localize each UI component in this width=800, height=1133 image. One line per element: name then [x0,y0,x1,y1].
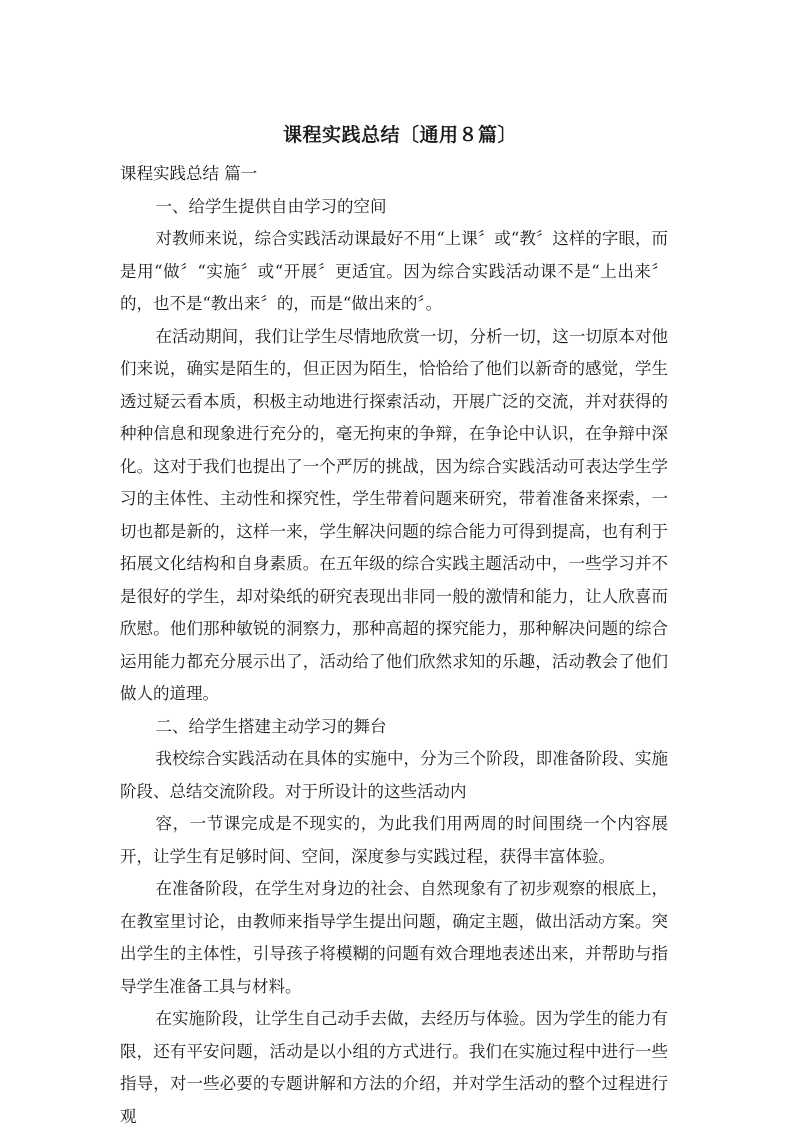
document-body [120,158,668,1133]
paragraph: 在活动期间，我们让学生尽情地欣赏一切，分析一切，这一切原本对他们来说，确实是陌生的，但正因为陌生，恰恰给了他们以新奇的感觉，学生透过疑云看本质，积极主动地进行探索活动，开展广泛的交流，并对获得的种种信息和现象进行充分的，毫无拘束的争辩，在争论中认识，在争辩中深化。这对于我们也提出了一个严厉的挑战，因为综合实践活动可表达学生学习的主体性、主动性和探究性，学生带着问题来研究，带着准备来探索，一切也都是新的，这样一来，学生解决问题的综合能力可得到提高，也有利于拓展文化结构和自身素质。在五年级的综合实践主题活动中，一些学习并不是很好的学生，却对染纸的研究表现出非同一般的激情和能力，让人欣喜而欣慰。他们那种敏锐的洞察力，那种高超的探究能力，那种解决问题的综合运用能力都充分展示出了，活动给了他们欣然求知的乐趣，活动教会了他们做人的道理。 [120,326,668,703]
paragraph: 在实施阶段，让学生自己动手去做，去经历与体验。因为学生的能力有限，还有平安问题，活动是以小组的方式进行。我们在实施过程中进行一些指导，对一些必要的专题讲解和方法的介绍，并对学生活动的整个过程进行观 [120,1009,668,1126]
section-heading-part-one: 课程实践总结 篇一 [120,164,258,183]
subheading-free-learning-space: 一、给学生提供自由学习的空间 [155,196,387,216]
paragraph: 在准备阶段，在学生对身边的社会、自然现象有了初步观察的根底上，在教室里讨论，由教师来指导学生提出问题，确定主题，做出活动方案。突出学生的主体性，引导孩子将模糊的问题有效合理地表述出来，并帮助与指导学生准备工具与材料。 [120,879,668,996]
paragraph: 容，一节课完成是不现实的，为此我们用两周的时间围绕一个内容展开，让学生有足够时间、空间，深度参与实践过程，获得丰富体验。 [120,814,668,866]
document-title: 课程实践总结〔通用８篇〕 [282,124,517,146]
subheading-active-learning-stage: 二、给学生搭建主动学习的舞台 [155,716,387,736]
paragraph: 我校综合实践活动在具体的实施中，分为三个阶段，即准备阶段、实施阶段、总结交流阶段。对于所设计的这些活动内 [120,749,668,801]
paragraph: 对教师来说，综合实践活动课最好不用“上课〞或“教〞这样的字眼，而是用“做〞“实施〞或“开展〞更适宜。因为综合实践活动课不是“上出来〞的，也不是“教出来〞的，而是“做出来的〞。 [120,229,668,313]
